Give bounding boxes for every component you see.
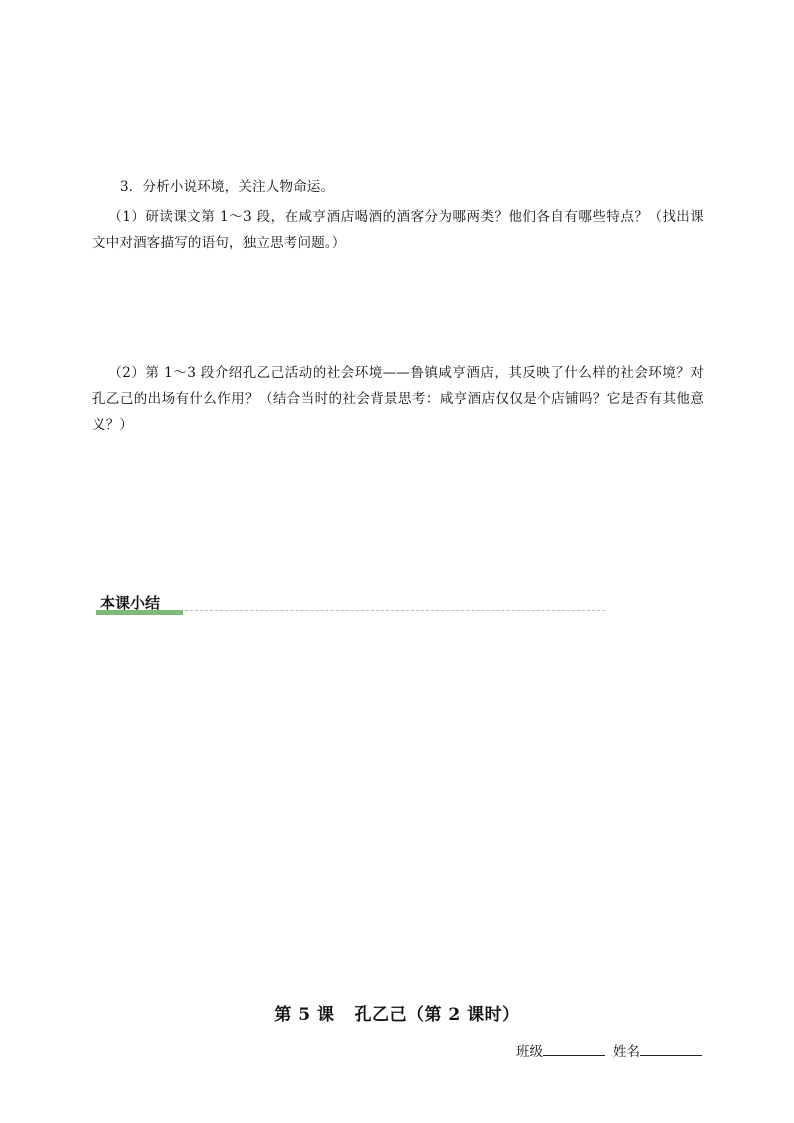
question-2-text: （2）第 1～3 段介绍孔乙己活动的社会环境——鲁镇咸亨酒店，其反映了什么样的社会环境？对孔乙己的出场有什么作用？（结合当时的社会背景思考：咸亨酒店仅仅是个店铺吗？它是否有其他意义？） bbox=[92, 365, 704, 433]
question-1-text: （1）研读课文第 1～3 段，在咸亨酒店喝酒的酒客分为哪两类？他们各自有哪些特点？（找出课文中对酒客描写的语句，独立思考问题。） bbox=[92, 209, 704, 251]
question-1 bbox=[92, 204, 704, 256]
summary-section-header bbox=[96, 590, 608, 618]
name-blank-field[interactable] bbox=[640, 1041, 702, 1056]
lesson-title bbox=[0, 1000, 794, 1025]
name-label: 姓名 bbox=[613, 1044, 640, 1060]
class-name-line bbox=[516, 1040, 702, 1060]
class-blank-field[interactable] bbox=[543, 1041, 605, 1056]
summary-dashed-divider bbox=[185, 610, 605, 611]
class-label: 班级 bbox=[516, 1044, 543, 1060]
section-heading-text: 3．分析小说环境，关注人物命运。 bbox=[120, 179, 335, 195]
lesson-number: 第 5 课 bbox=[274, 1005, 335, 1025]
summary-label: 本课小结 bbox=[100, 594, 161, 612]
question-2 bbox=[92, 360, 704, 438]
lesson-name: 孔乙己（第 2 课时） bbox=[354, 1005, 520, 1025]
section-heading bbox=[92, 174, 704, 200]
